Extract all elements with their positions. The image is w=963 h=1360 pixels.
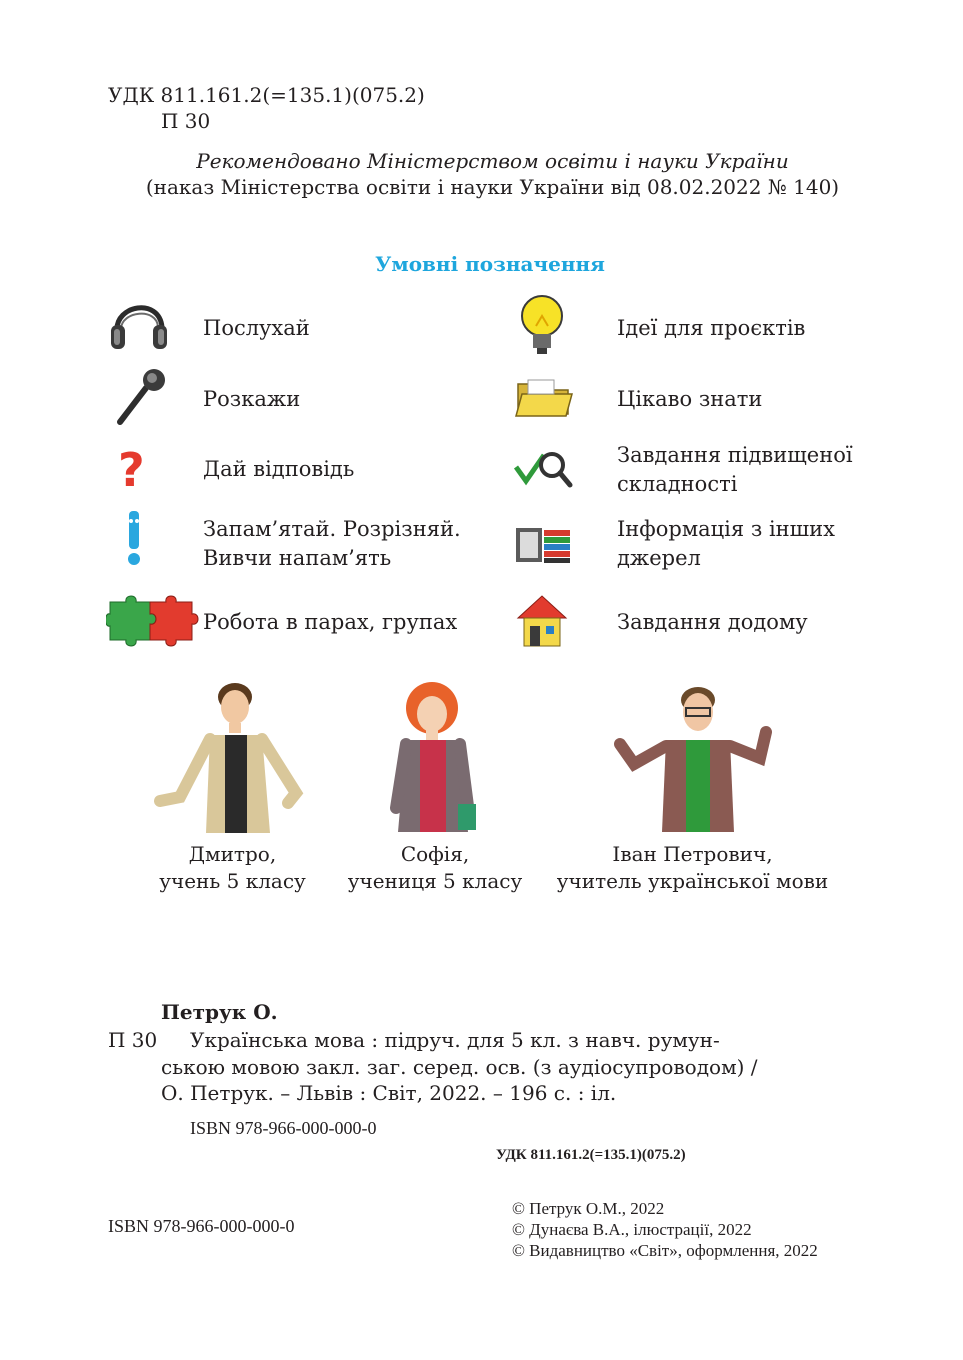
character-sofia-name: Софія,: [400, 842, 470, 866]
question-mark-icon: [112, 440, 182, 500]
folder-icon: [514, 376, 584, 436]
copyright-author: © Петрук О.М., 2022: [512, 1199, 665, 1218]
lightbulb-icon: [512, 292, 582, 352]
recommendation-line: Рекомендовано Міністерством освіти і науки України: [196, 149, 789, 173]
legend-label-listen: Послухай: [203, 316, 310, 340]
magnifier-check-icon: [512, 445, 582, 505]
character-ivan-role: учитель української мови: [556, 869, 829, 893]
legend-label-interesting: Цікаво знати: [617, 387, 763, 411]
classification-code: П 30: [161, 109, 211, 133]
legend-label-tell: Розкажи: [203, 387, 301, 411]
legend-label-pairs: Робота в парах, групах: [203, 610, 458, 634]
headphones-icon: [105, 293, 175, 353]
legend-label-advanced-2: складності: [617, 472, 738, 496]
exclamation-mark-icon: [115, 505, 185, 565]
catalog-code: П 30: [108, 1028, 158, 1052]
catalog-udk: УДК 811.161.2(=135.1)(075.2): [496, 1147, 686, 1163]
footer-isbn: ISBN 978-966-000-000-0: [108, 1216, 295, 1236]
catalog-isbn: ISBN 978-966-000-000-0: [190, 1118, 377, 1138]
legend-label-sources-2: джерел: [617, 546, 701, 570]
catalog-line-3: О. Петрук. – Львів : Світ, 2022. – 196 с. : іл.: [161, 1081, 617, 1105]
books-icon: [514, 522, 584, 582]
microphone-icon: [112, 366, 182, 426]
catalog-line-2: ською мовою закл. заг. серед. осв. (з аудіосупроводом) /: [161, 1055, 758, 1079]
legend-label-remember-2: Вивчи напам’ять: [203, 546, 392, 570]
legend-label-homework: Завдання додому: [617, 610, 808, 634]
catalog-line-1: Українська мова : підруч. для 5 кл. з навч. румун-: [190, 1028, 720, 1052]
udk-header: УДК 811.161.2(=135.1)(075.2): [108, 83, 425, 107]
copyright-publisher: © Видавництво «Світ», оформлення, 2022: [512, 1241, 818, 1260]
character-ivan-name: Іван Петрович,: [612, 842, 773, 866]
puzzle-icon: [106, 590, 201, 650]
legend-label-advanced-1: Завдання підвищеної: [617, 443, 853, 467]
legend-label-remember-1: Запам’ятай. Розрізняй.: [203, 517, 461, 541]
character-dmytro-role: учень 5 класу: [159, 869, 306, 893]
legend-label-answer: Дай відповідь: [203, 457, 355, 481]
legend-label-sources-1: Інформація з інших: [617, 517, 836, 541]
copyright-illustrations: © Дунаєва В.А., ілюстрації, 2022: [512, 1220, 752, 1239]
legend-label-ideas: Ідеї для проєктів: [617, 316, 806, 340]
character-sofia-role: учениця 5 класу: [347, 869, 523, 893]
svg-text:?: ?: [118, 443, 145, 496]
character-sofia-illustration: [380, 678, 490, 838]
character-dmytro-name: Дмитро,: [188, 842, 277, 866]
catalog-author: Петрук О.: [161, 1000, 278, 1024]
order-line: (наказ Міністерства освіти і науки України від 08.02.2022 № 140): [145, 175, 840, 199]
house-icon: [516, 594, 586, 654]
legend-title: Умовні позначення: [375, 252, 605, 276]
character-dmytro-illustration: [150, 675, 310, 839]
character-ivan-illustration: [610, 678, 780, 838]
